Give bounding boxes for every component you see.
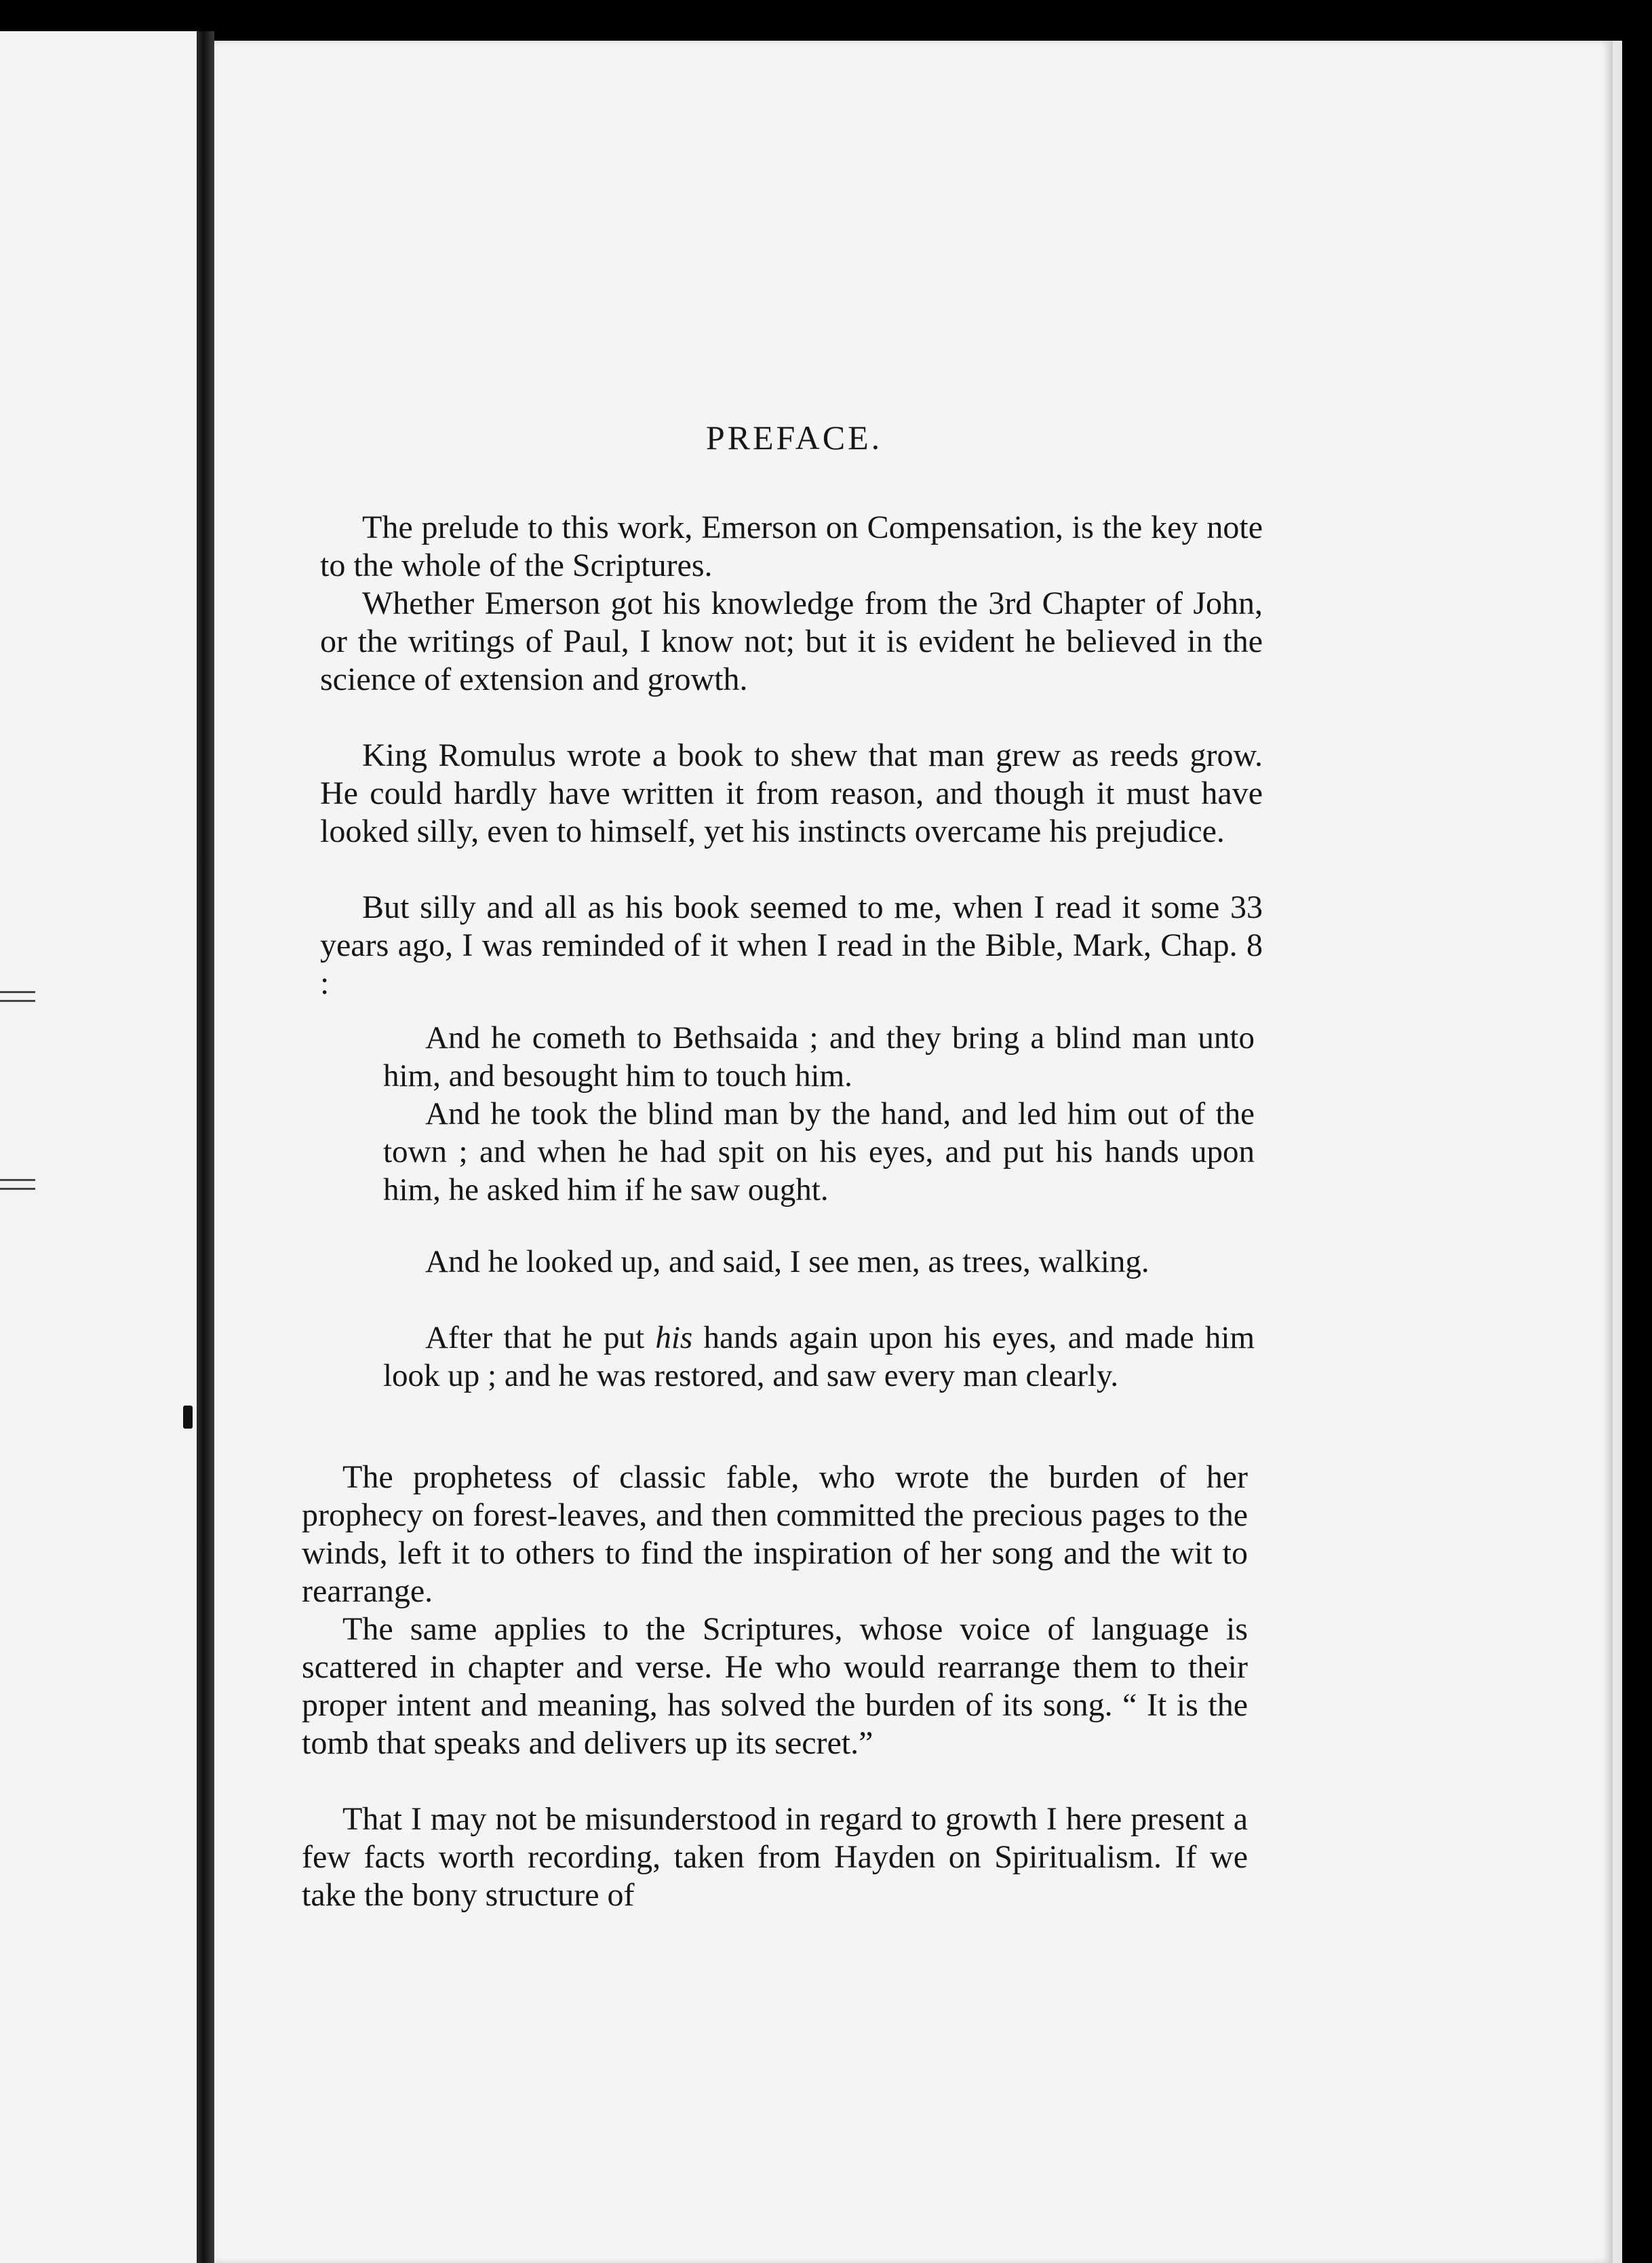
- page-tick-mark: [0, 991, 35, 1002]
- paragraph: King Romulus wrote a book to shew that man grew as reeds grow. He could hardly have written it from reason, and though it must have looked silly, even to himself, yet his instincts overcame his prejudice.: [320, 737, 1263, 849]
- scan-top-border: [0, 0, 1652, 34]
- quote-paragraph: And he cometh to Bethsaida ; and they bring a blind man unto him, and besought him to touch him.: [383, 1020, 1255, 1094]
- page-edge: [1611, 41, 1622, 2263]
- quote-text: hands again upon his eyes, and made him look up ; and he was restored, and saw every man clearly.: [383, 1320, 1255, 1393]
- italic-word: his: [655, 1320, 693, 1355]
- paragraph: The prelude to this work, Emerson on Compensation, is the key note to the whole of the Scriptures.: [320, 509, 1263, 583]
- facing-page: [0, 31, 197, 2263]
- page-tick-mark: [0, 1179, 35, 1190]
- quote-paragraph: And he looked up, and said, I see men, as trees, walking.: [425, 1244, 1149, 1279]
- binding-mark: [183, 1406, 193, 1429]
- book-gutter: [197, 31, 214, 2263]
- page-title: PREFACE.: [705, 419, 883, 457]
- quote-paragraph: And he took the blind man by the hand, and led him out of the town ; and when he had spit on his eyes, and put his hands upon him, he asked him if he saw ought.: [383, 1096, 1255, 1207]
- paragraph: The prophetess of classic fable, who wrote the burden of her prophecy on forest-leaves, and then committed the precious pages to the winds, left it to others to find the inspiration of her song and the wit to rearrange.: [302, 1459, 1248, 1609]
- paragraph: Whether Emerson got his knowledge from the 3rd Chapter of John, or the writings of Paul, I know not; but it is evident he believed in the science of extension and growth.: [320, 585, 1263, 697]
- quote-paragraph: [383, 1319, 1255, 1395]
- paragraph: But silly and all as his book seemed to me, when I read it some 33 years ago, I was reminded of it when I read in the Bible, Mark, Chap. 8 :: [320, 889, 1263, 1001]
- paragraph: The same applies to the Scriptures, whose voice of language is scattered in chapter and verse. He who would rearrange them to their proper intent and meaning, has solved the burden of its song. “ It is the tomb that speaks and delivers up its secret.”: [302, 1611, 1248, 1761]
- quote-text: After that he put: [425, 1320, 656, 1355]
- paragraph: That I may not be misunderstood in regard to growth I here present a few facts worth recording, taken from Hayden on Spiritualism. If we take the bony structure of: [302, 1801, 1248, 1913]
